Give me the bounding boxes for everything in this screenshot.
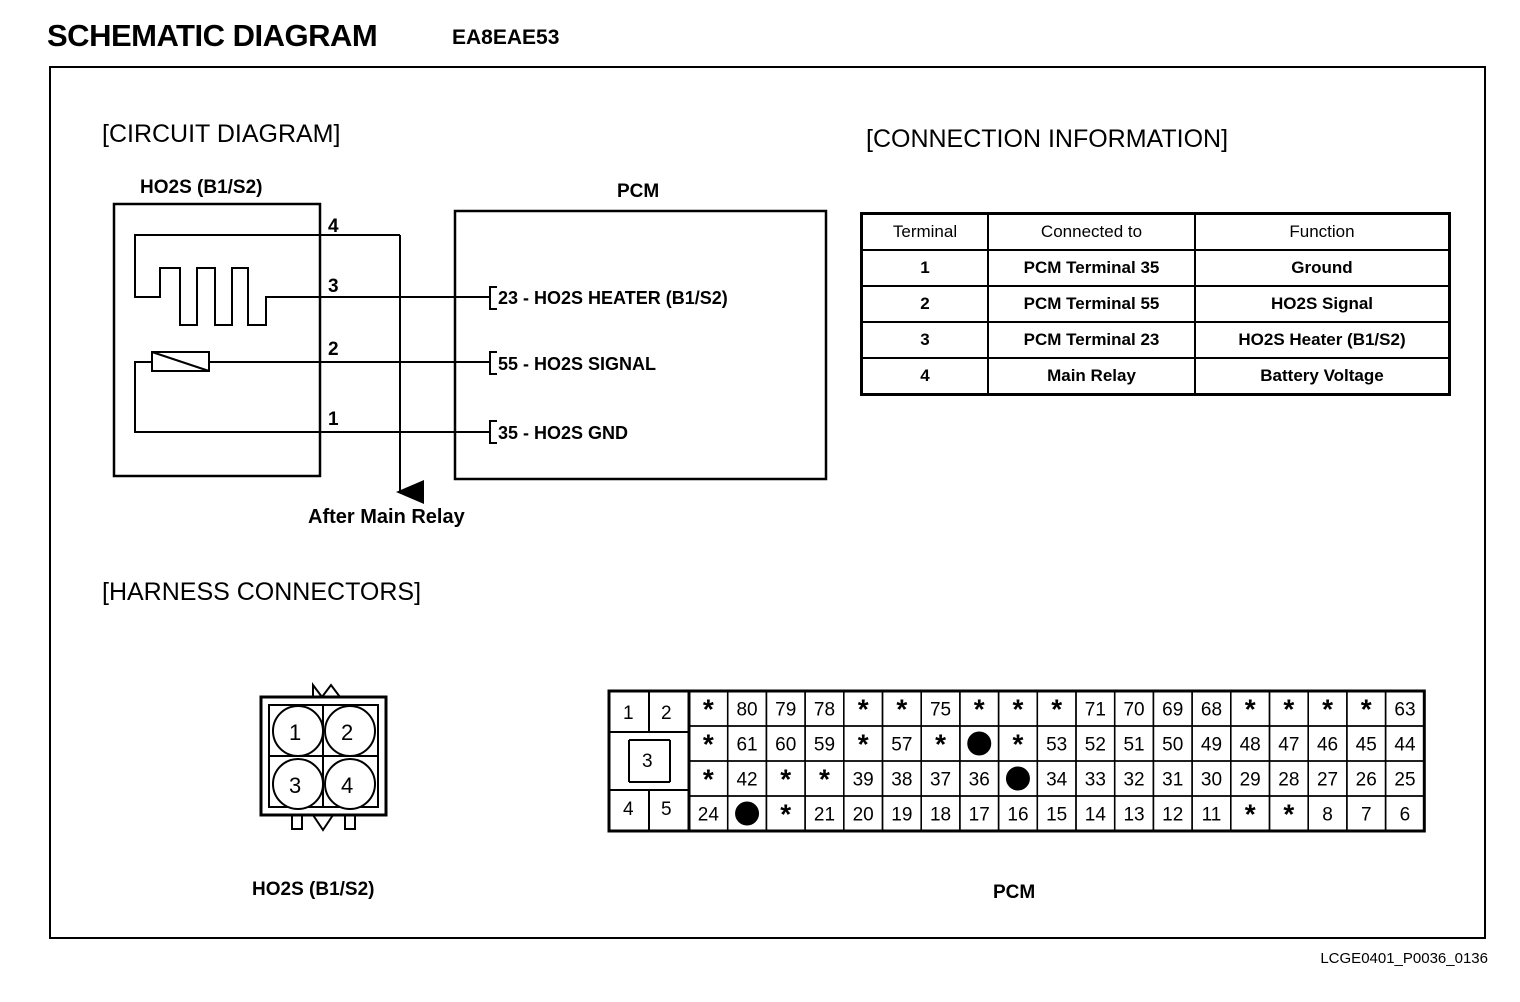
pcm-pin-number: 47: [1278, 734, 1300, 756]
pcm-left-pin-3: 3: [642, 751, 653, 772]
pcm-pin-unused: *: [818, 763, 830, 795]
pcm-left-pin-2: 2: [661, 703, 672, 724]
pcm-pin-number: 25: [1394, 769, 1416, 791]
pcm-pin-unused: *: [702, 763, 714, 795]
pcm-pin-number: 48: [1239, 734, 1261, 756]
pcm-pin-number: 29: [1239, 769, 1261, 791]
pin-4-label: 4: [328, 216, 339, 237]
pcm-pin-number: 20: [852, 804, 874, 826]
pcm-pin-number: 15: [1046, 804, 1068, 826]
pcm-pin-number: 68: [1200, 699, 1223, 721]
table-row: [862, 322, 1450, 358]
sensor-connector-label: HO2S (B1/S2): [252, 879, 375, 900]
pcm-pin-number: 45: [1355, 734, 1377, 756]
sensor-connector: [261, 685, 386, 830]
pcm-pin-number: 37: [929, 769, 952, 791]
pcm-pin-unused: *: [1360, 693, 1372, 725]
table-cell: 2: [862, 286, 989, 322]
table-cell: HO2S Signal: [1195, 286, 1450, 322]
sensor-pin-2: 2: [341, 720, 354, 745]
pcm-pin-unused: *: [702, 693, 714, 725]
header-function: Function: [1195, 214, 1450, 251]
pcm-pin-unused: *: [973, 693, 985, 725]
pcm-pin-number: 8: [1322, 804, 1333, 826]
sensor-label: HO2S (B1/S2): [140, 177, 263, 198]
harness-connectors-heading: [HARNESS CONNECTORS]: [102, 578, 422, 606]
header-terminal: Terminal: [862, 214, 989, 251]
pcm-pin-number: 31: [1162, 769, 1184, 791]
pcm-pin-number: 32: [1123, 769, 1145, 791]
pcm-left-pin-5: 5: [661, 799, 672, 820]
sensor-pin-3: 3: [289, 773, 302, 798]
circuit-diagram-heading: [CIRCUIT DIAGRAM]: [102, 120, 341, 148]
pcm-connector-label: PCM: [993, 882, 1036, 903]
table-cell: 3: [862, 322, 989, 358]
table-cell: Battery Voltage: [1195, 358, 1450, 395]
table-row: [862, 358, 1450, 395]
pcm-left-pin-1: 1: [623, 703, 634, 724]
table-cell: 1: [862, 250, 989, 286]
pcm-pin-unused: *: [702, 728, 714, 760]
pcm-pin-unused: *: [1283, 693, 1295, 725]
pcm-pin-number: 19: [891, 804, 913, 826]
pcm-pin-unused: *: [780, 763, 792, 795]
pcm-pin-unused: *: [896, 693, 908, 725]
table-cell: PCM Terminal 23: [988, 322, 1195, 358]
table-cell: PCM Terminal 55: [988, 286, 1195, 322]
relay-label: After Main Relay: [308, 506, 465, 528]
document-code: EA8EAE53: [452, 26, 560, 49]
pcm-pin-number: 17: [968, 804, 990, 826]
pcm-pin-used-dot: [967, 732, 991, 756]
pcm-pin-unused: *: [1012, 693, 1024, 725]
pcm-pin-number: 70: [1123, 699, 1145, 721]
pcm-pin-number: 52: [1084, 734, 1106, 756]
pcm-connector-grid: [689, 691, 1424, 831]
table-row: [862, 286, 1450, 322]
pcm-pin-number: 11: [1201, 804, 1222, 826]
pcm-pin-unused: *: [1012, 728, 1024, 760]
pcm-terminal-35: 35 - HO2S GND: [498, 423, 629, 443]
pin-2-label: 2: [328, 339, 339, 360]
pcm-pin-unused: *: [1244, 693, 1256, 725]
pin-1-label: 1: [328, 409, 339, 430]
pcm-left-pin-4: 4: [623, 799, 634, 820]
pcm-pin-unused: *: [935, 728, 947, 760]
pcm-pin-number: 24: [697, 804, 719, 826]
pcm-pin-number: 26: [1355, 769, 1377, 791]
pcm-pin-number: 21: [813, 804, 836, 826]
pcm-pin-number: 16: [1007, 804, 1029, 826]
pcm-pin-number: 59: [813, 734, 836, 756]
pcm-pin-number: 27: [1316, 769, 1339, 791]
pcm-pin-number: 28: [1278, 769, 1300, 791]
pcm-pin-number: 39: [852, 769, 874, 791]
pcm-pin-number: 79: [775, 699, 797, 721]
table-cell: Ground: [1195, 250, 1450, 286]
pcm-pin-number: 34: [1046, 769, 1068, 791]
table-cell: Main Relay: [988, 358, 1195, 395]
pcm-pin-number: 18: [929, 804, 952, 826]
pcm-pin-number: 78: [813, 699, 836, 721]
table-cell: 4: [862, 358, 989, 395]
pcm-pin-number: 50: [1162, 734, 1184, 756]
pcm-pin-number: 51: [1123, 734, 1145, 756]
image-code: LCGE0401_P0036_0136: [1320, 950, 1488, 967]
pcm-pin-number: 80: [736, 699, 758, 721]
pcm-pin-unused: *: [1051, 693, 1063, 725]
pcm-pin-number: 42: [736, 769, 758, 791]
pcm-pin-number: 38: [891, 769, 913, 791]
table-row: [862, 250, 1450, 286]
pin-3-label: 3: [328, 276, 339, 297]
pcm-pin-number: 33: [1084, 769, 1106, 791]
pcm-terminal-55: 55 - HO2S SIGNAL: [498, 354, 657, 374]
pcm-pin-used-dot: [1006, 767, 1030, 791]
pcm-pin-number: 49: [1200, 734, 1223, 756]
pcm-pin-number: 60: [775, 734, 797, 756]
header-connected-to: Connected to: [988, 214, 1195, 251]
pcm-pin-number: 71: [1084, 699, 1106, 721]
pcm-pin-number: 36: [968, 769, 990, 791]
connection-table: [860, 212, 1451, 396]
page-title: SCHEMATIC DIAGRAM: [47, 18, 378, 53]
pcm-pin-unused: *: [1322, 693, 1334, 725]
ground-wire: [135, 362, 490, 432]
pcm-pin-number: 7: [1360, 804, 1372, 826]
connection-info-heading: [CONNECTION INFORMATION]: [866, 125, 1229, 153]
pcm-pin-unused: *: [857, 693, 869, 725]
table-header-row: [862, 214, 1450, 251]
pcm-pin-number: 75: [929, 699, 952, 721]
heater-wire: [135, 235, 490, 325]
sensor-pin-1: 1: [289, 720, 302, 745]
pcm-pin-number: 6: [1399, 804, 1411, 826]
pcm-pin-number: 46: [1316, 734, 1339, 756]
pcm-pin-number: 69: [1162, 699, 1184, 721]
pcm-pin-unused: *: [857, 728, 869, 760]
pcm-pin-used-dot: [735, 802, 759, 826]
pcm-pin-number: 63: [1394, 699, 1416, 721]
pcm-pin-number: 13: [1123, 804, 1145, 826]
pcm-terminal-23: 23 - HO2S HEATER (B1/S2): [498, 288, 728, 308]
table-cell: HO2S Heater (B1/S2): [1195, 322, 1450, 358]
table-cell: PCM Terminal 35: [988, 250, 1195, 286]
pcm-pin-number: 44: [1394, 734, 1416, 756]
sensor-box: [114, 204, 320, 476]
pcm-pin-unused: *: [1244, 798, 1256, 830]
sensor-pin-4: 4: [341, 773, 354, 798]
pcm-pin-unused: *: [780, 798, 792, 830]
pcm-pin-number: 57: [891, 734, 913, 756]
pcm-pin-number: 61: [736, 734, 758, 756]
pcm-label: PCM: [617, 181, 660, 202]
pcm-pin-number: 30: [1200, 769, 1223, 791]
pcm-pin-number: 53: [1046, 734, 1068, 756]
pcm-pin-number: 14: [1084, 804, 1106, 826]
pcm-pin-number: 12: [1162, 804, 1184, 826]
pcm-pin-unused: *: [1283, 798, 1295, 830]
